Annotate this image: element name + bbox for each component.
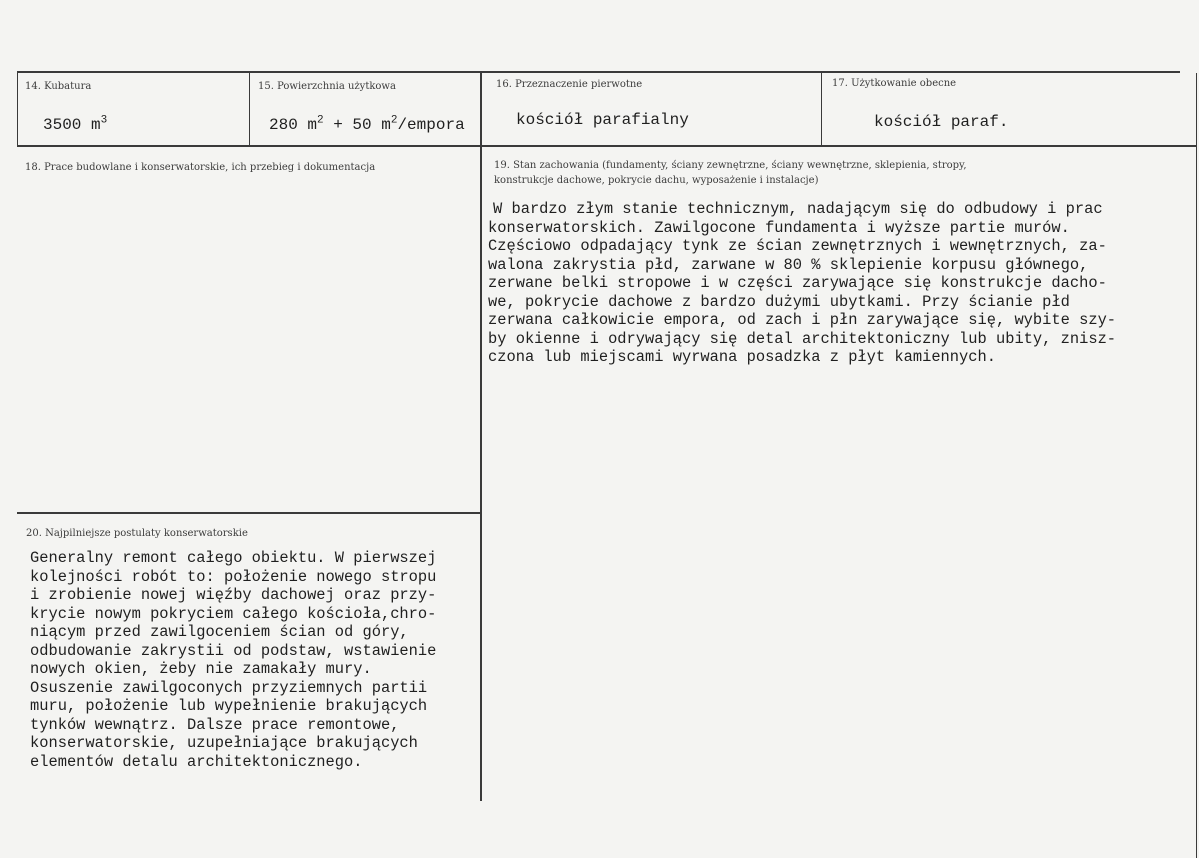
field-14-value: 3500 $m^3$ <box>43 114 108 134</box>
field-16-value: kościół parafialny <box>516 111 689 129</box>
row1-bottom-rule <box>17 145 1197 147</box>
divider-15-16 <box>480 73 482 801</box>
row2-bottom-rule <box>17 512 480 514</box>
field-15-label: 15. Powierzchnia użytkowa <box>258 81 396 92</box>
field-18-label: 18. Prace budowlane i konserwatorskie, ich przebieg i dokumentacja <box>25 162 376 173</box>
field-19-label: 19. Stan zachowania (fundamenty, ściany zewnętrzne, ściany wewnętrzne, sklepienia, stropy, konstrukcje dachowe, pokrycie dachu, wyposażenie i instalacje) <box>494 160 967 186</box>
divider-16-17 <box>821 73 822 145</box>
left-outer-rule <box>17 73 18 145</box>
field-19-text: W bardzo złym stanie technicznym, nadającym się do odbudowy i prac konserwatorskich. Zawilgocone fundamenta i wyższe partie murów. Częściowo odpadający tynk ze ścian zewnętrznych i wewnętrznych, za- walona zakrystia płd, zarwane w 80 % sklepienie korpusu głównego, zerwane belki stropowe i w części zarywające się konstrukcje dacho- we, pokrycie dachowe z bardzo dużymi ubytkami. Przy ścianie płd zerwana całkowicie empora, od zach i płn zarywające się, wybite szy- by okienne i odrywający się detal architektoniczny lub ubity, znisz- czona lub miejscami wyrwana posadzka z płyt kamiennych. <box>488 200 1117 366</box>
field-20-text: Generalny remont całego obiektu. W pierwszej kolejności robót to: położenie nowego stropu i zrobienie nowej więźby dachowej oraz przy- krycie nowym pokryciem całego kościoła,chro- niącym przed zawilgoceniem ścian od góry, odbudowanie zakrystii od podstaw, wstawienie nowych okien, żeby nie zamakały mury. Osuszenie zawilgoconych przyziemnych partii muru, położenie lub wypełnienie brakujących tynków wewnątrz. Dalsze prace remontowe, konserwatorskie, uzupełniające brakujących elementów detalu architektonicznego. <box>30 549 437 771</box>
field-14-label: 14. Kubatura <box>25 81 92 92</box>
field-17-value: kościół paraf. <box>874 113 1009 131</box>
field-16-label: 16. Przeznaczenie pierwotne <box>496 79 643 90</box>
right-outer-rule <box>1196 73 1197 858</box>
top-rule <box>17 71 1180 73</box>
divider-14-15 <box>249 73 250 145</box>
field-17-label: 17. Użytkowanie obecne <box>832 78 957 89</box>
field-20-label: 20. Najpilniejsze postulaty konserwatorskie <box>26 528 248 539</box>
field-15-value: 280 $m^2 + 50$ $m^2$/empora <box>269 114 465 134</box>
